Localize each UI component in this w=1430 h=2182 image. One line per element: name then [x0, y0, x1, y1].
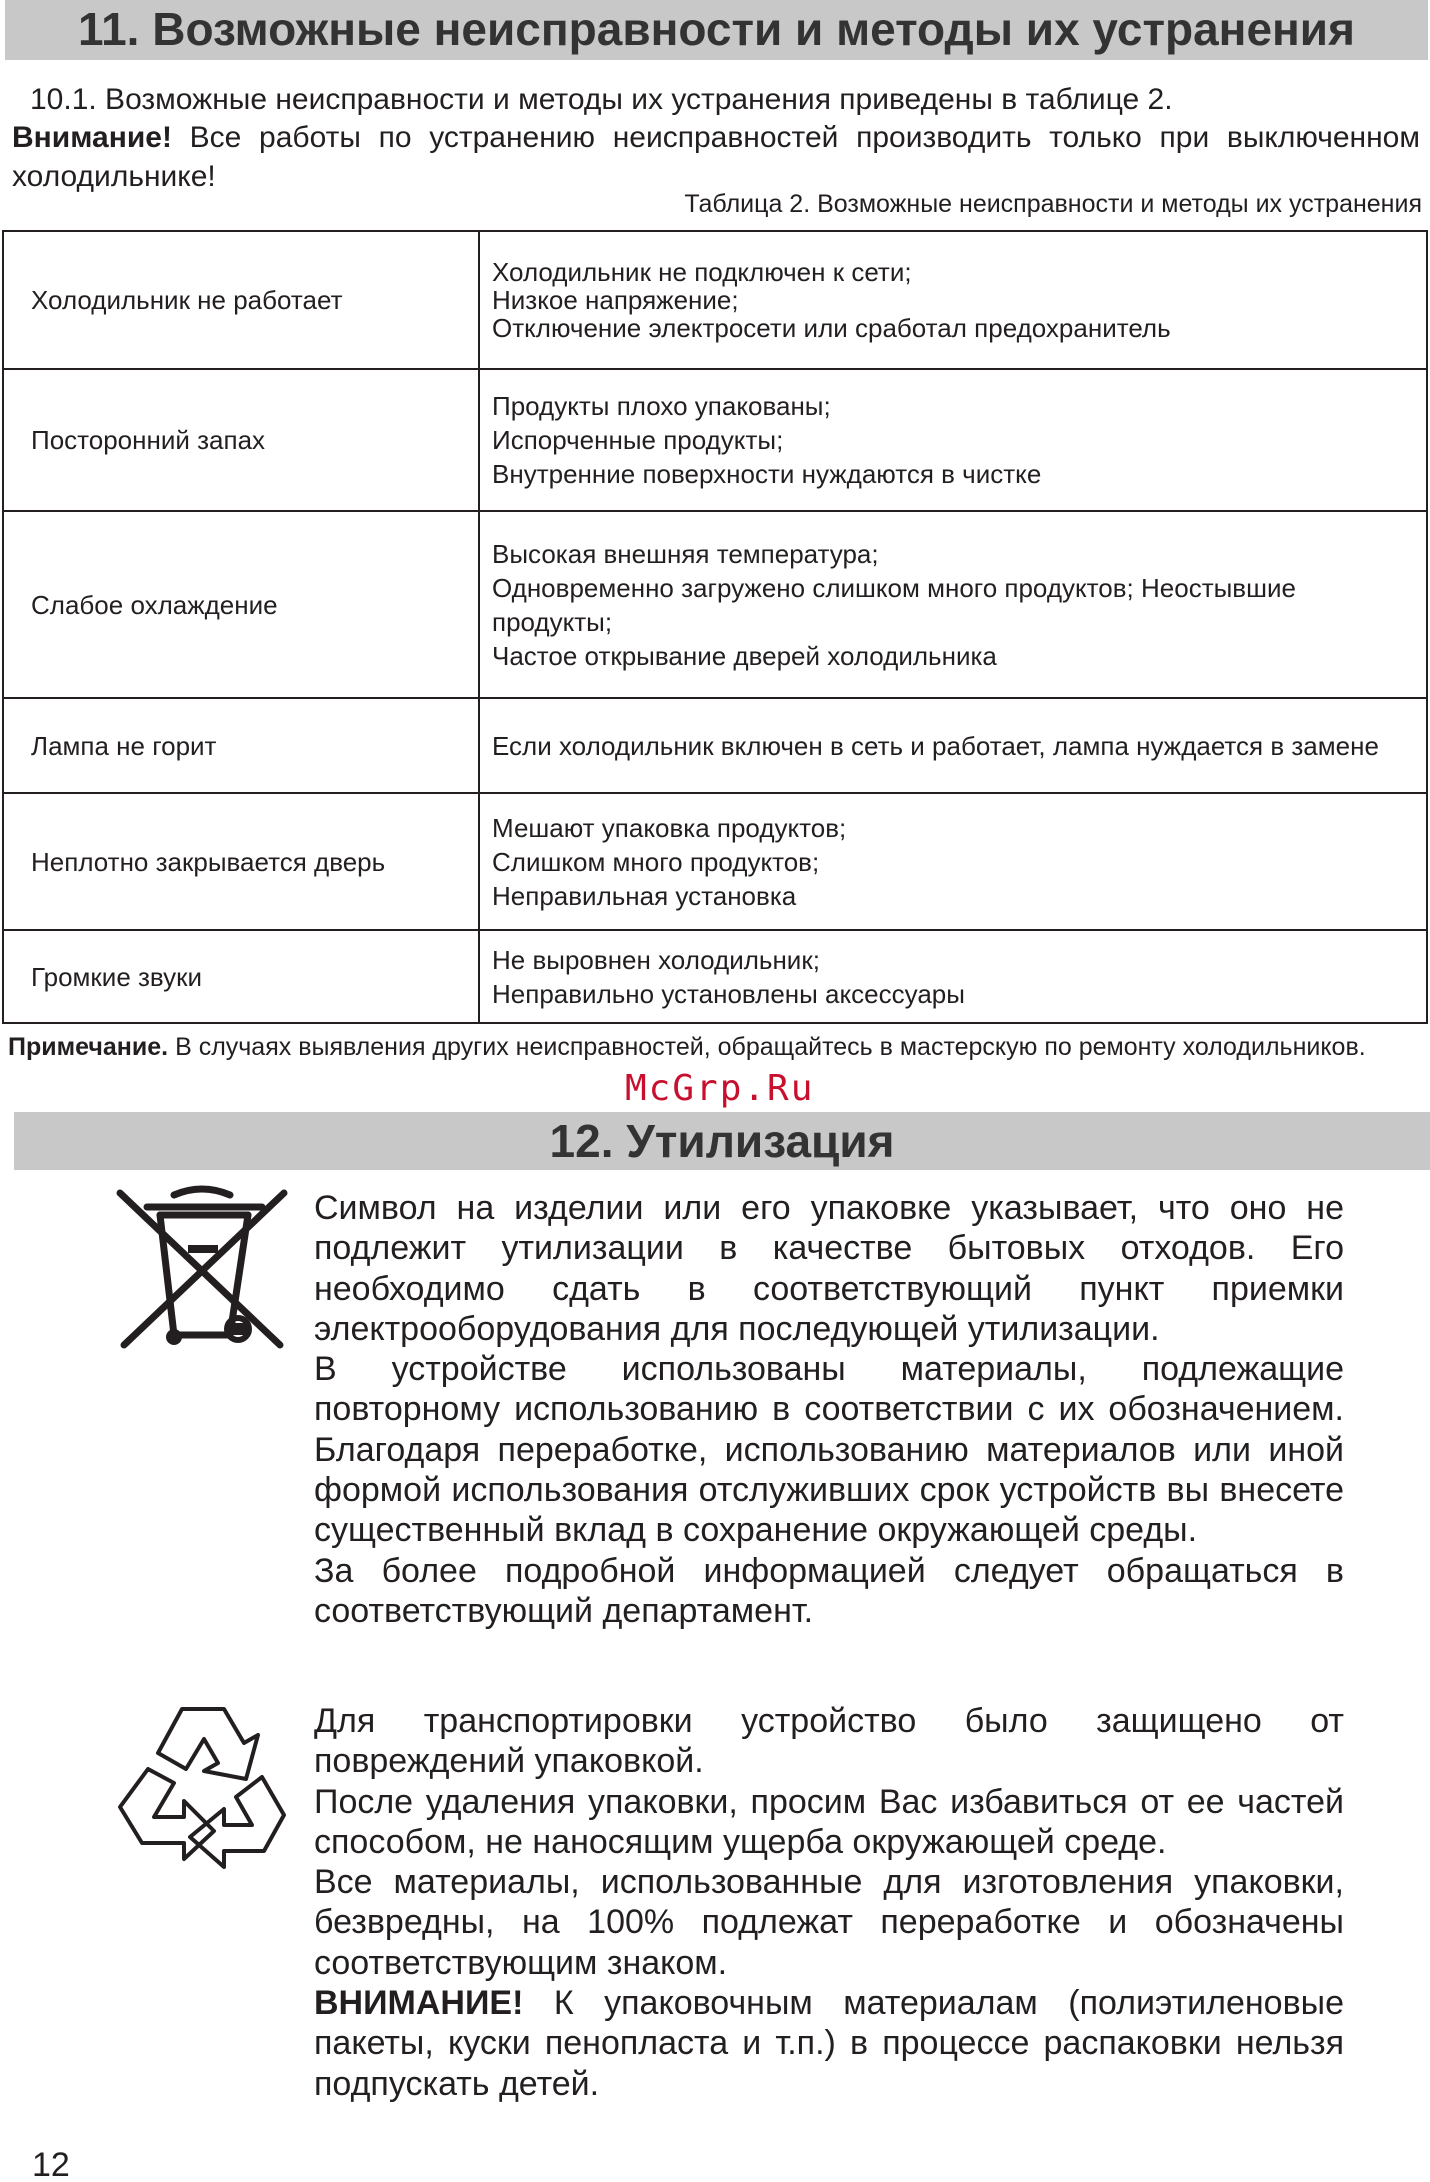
packaging-paragraph: После удаления упаковки, просим Вас избавиться от ее частей способом, не наносящим ущерба окружающей среде. — [314, 1782, 1344, 1861]
note-text — [8, 1030, 1426, 1064]
cause-line: Одновременно загружено слишком много продуктов; Неостывшие продукты; — [492, 572, 1296, 637]
cause-line: Частое открывание дверей холодильника — [492, 640, 997, 671]
fault-cell: Лампа не горит — [3, 698, 479, 793]
section-12-title: 12. Утилизация — [14, 1112, 1430, 1170]
page-number: 12 — [32, 2146, 70, 2182]
cause-line: Внутренние поверхности нуждаются в чистке — [492, 459, 1042, 489]
warning-label: Внимание! — [12, 121, 172, 154]
note-body: В случаях выявления других неисправностей, обращайтесь в мастерскую по ремонту холодильников. — [168, 1033, 1366, 1061]
cause-line: Слишком много продуктов; — [492, 846, 820, 877]
cause-line: Неправильная установка — [492, 880, 797, 911]
cause-line: Испорченные продукты; — [492, 425, 784, 455]
crossed-out-wheelie-bin-icon — [112, 1185, 292, 1355]
warning-body: Все работы по устранению неисправностей производить только при выключенном холодильнике! — [12, 121, 1420, 193]
cause-cell — [479, 231, 1427, 369]
table-row — [3, 930, 1427, 1023]
packaging-paragraph: Для транспортировки устройство было защищено от повреждений упаковкой. — [314, 1702, 1344, 1781]
faults-table — [2, 230, 1428, 1024]
section-11-title: 11. Возможные неисправности и методы их устранения — [5, 0, 1428, 60]
fault-cell: Холодильник не работает — [3, 231, 479, 369]
weee-text — [314, 1188, 1344, 1631]
recycling-arrows-icon — [112, 1695, 298, 1871]
cause-line: Мешают упаковка продуктов; — [492, 812, 847, 843]
weee-paragraph: В устройстве использованы материалы, подлежащие повторному использованию в соответствии с их обозначением. Благодаря переработке, использованию материалов или иной формой использования отслуживших срок устройств вы внесете существенный вклад в сохранение окружающей среды. — [314, 1350, 1344, 1550]
cause-cell — [479, 793, 1427, 930]
table-caption: Таблица 2. Возможные неисправности и методы их устранения — [684, 190, 1422, 218]
cause-line: Не выровнен холодильник; — [492, 944, 820, 975]
cause-line: Если холодильник включен в сеть и работает, лампа нуждается в замене — [492, 730, 1379, 761]
attention-paragraph — [314, 1983, 1344, 2104]
cause-line: Высокая внешняя температура; — [492, 538, 879, 569]
attention-body: К упаковочным материалам (полиэтиленовые пакеты, куски пенопласта и т.п.) в процессе распаковки нельзя подпускать детей. — [314, 1984, 1344, 2103]
intro-text: 10.1. Возможные неисправности и методы их устранения приведены в таблице 2. — [30, 83, 1173, 116]
fault-cell: Слабое охлаждение — [3, 511, 479, 698]
watermark: McGrp.Ru — [625, 1068, 815, 1109]
weee-paragraph: За более подробной информацией следует обращаться в соответствующий департамент. — [314, 1551, 1344, 1630]
warning-text — [12, 118, 1420, 196]
weee-paragraph: Символ на изделии или его упаковке указывает, что оно не подлежит утилизации в качестве бытовых отходов. Его необходимо сдать в соответствующий пункт приемки электрооборудования для последующей утилизации. — [314, 1189, 1344, 1348]
fault-cell: Громкие звуки — [3, 930, 479, 1023]
table-row — [3, 698, 1427, 793]
cause-line: Низкое напряжение; — [492, 285, 739, 315]
cause-line: Продукты плохо упакованы; — [492, 391, 831, 421]
cause-cell — [479, 369, 1427, 511]
cause-cell — [479, 698, 1427, 793]
cause-cell — [479, 930, 1427, 1023]
fault-cell: Неплотно закрывается дверь — [3, 793, 479, 930]
table-row — [3, 511, 1427, 698]
cause-line: Неправильно установлены аксессуары — [492, 978, 965, 1009]
packaging-text — [314, 1701, 1344, 2104]
table-row — [3, 231, 1427, 369]
cause-line: Холодильник не подключен к сети; — [492, 257, 912, 287]
table-row — [3, 793, 1427, 930]
note-label: Примечание. — [8, 1033, 169, 1061]
attention-label: ВНИМАНИЕ! — [314, 1984, 524, 2023]
table-row — [3, 369, 1427, 511]
fault-cell: Посторонний запах — [3, 369, 479, 511]
cause-line: Отключение электросети или сработал предохранитель — [492, 313, 1171, 343]
cause-cell — [479, 511, 1427, 698]
packaging-paragraph: Все материалы, использованные для изготовления упаковки, безвредны, на 100% подлежат переработке и обозначены соответствующим знаком. — [314, 1863, 1344, 1982]
